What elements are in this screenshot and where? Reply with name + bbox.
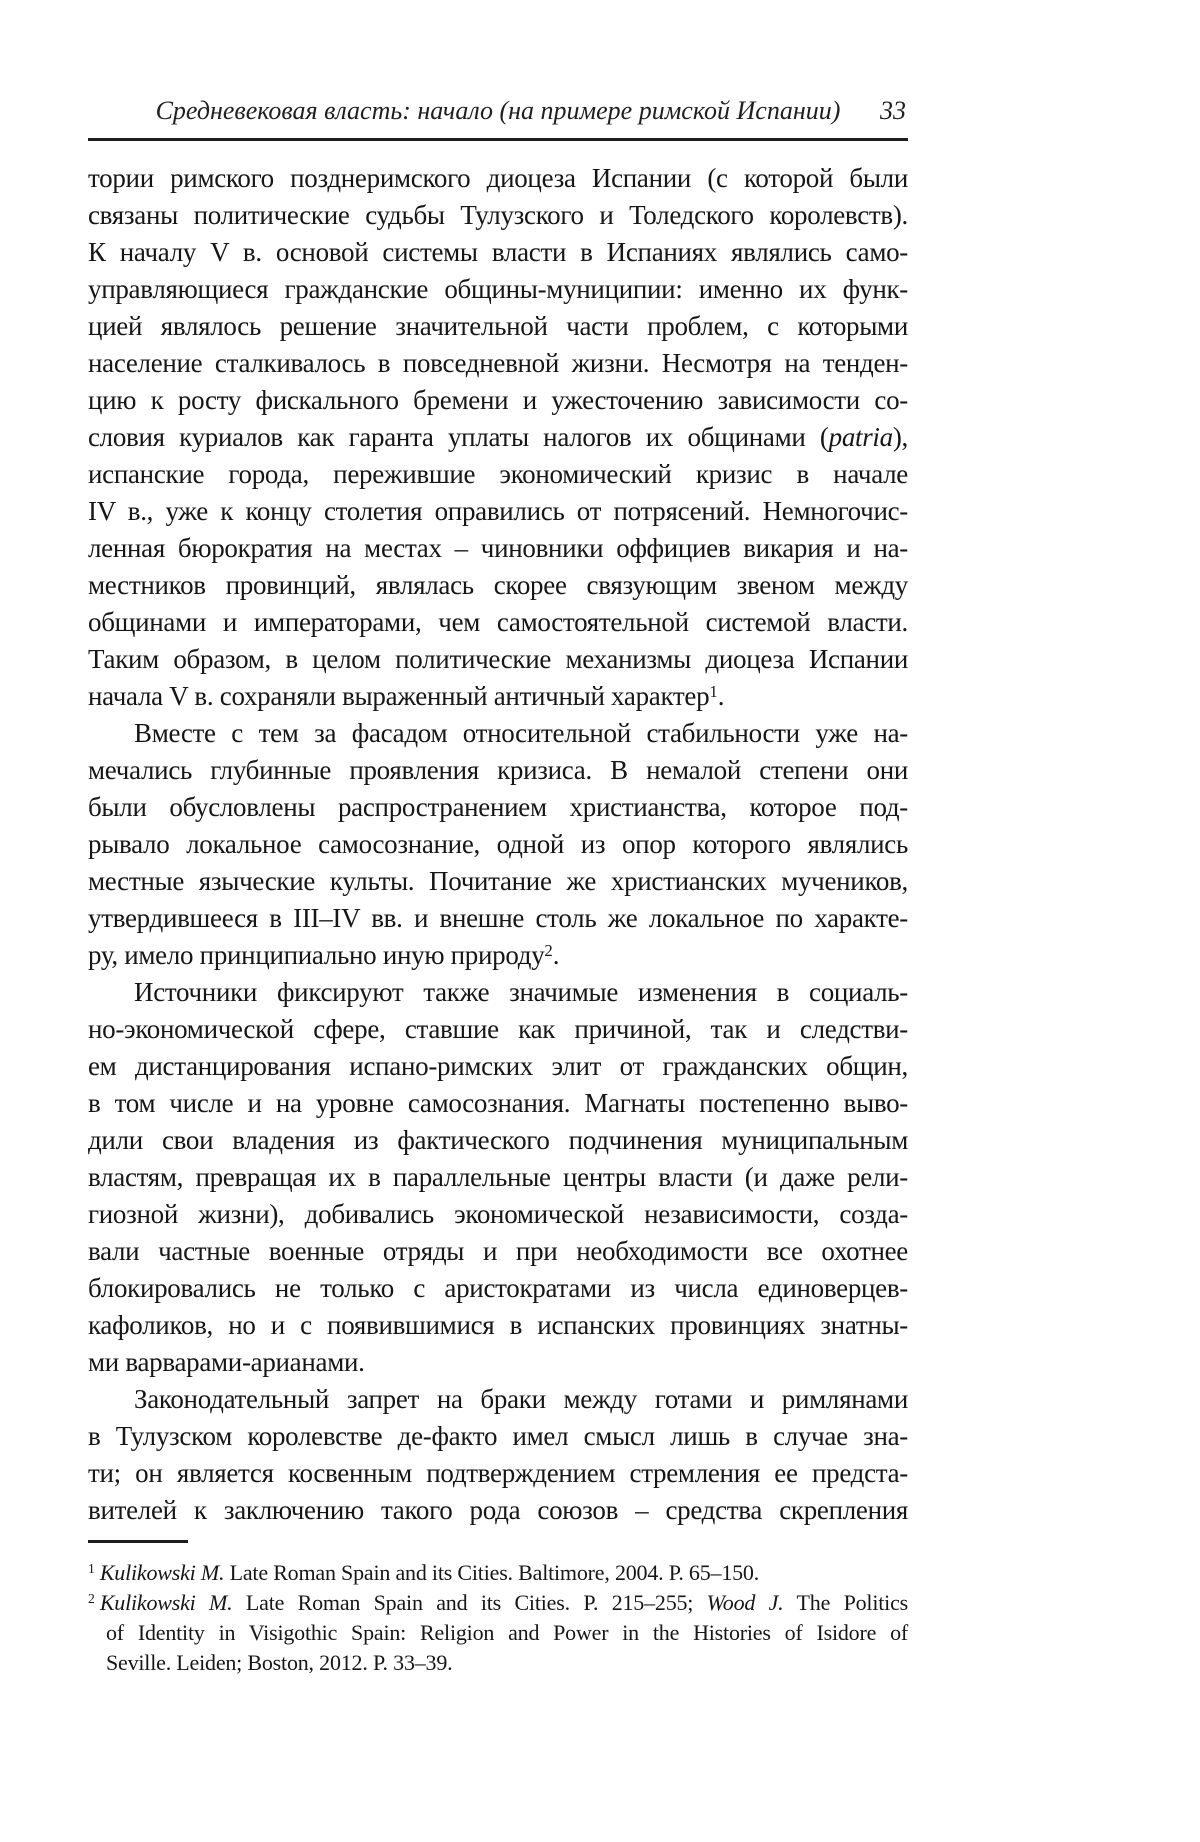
text-line	[88, 1492, 908, 1529]
header-rule	[88, 138, 908, 141]
text-segment: Вместе с тем за фасадом относительной стабильности уже на-	[134, 718, 908, 748]
body-text	[88, 160, 908, 1529]
text-segment: Законодательный запрет на браки между готами и римлянами	[134, 1384, 908, 1414]
text-line	[88, 604, 908, 641]
footnote-reference: 1	[709, 681, 718, 701]
footnote-marker: 2	[88, 1591, 95, 1607]
footnote-separator	[88, 1540, 188, 1543]
text-segment: Источники фиксируют также значимые изменения в социаль-	[134, 977, 908, 1007]
footnote-line	[106, 1618, 908, 1648]
text-line	[88, 530, 908, 567]
text-segment: .	[717, 681, 725, 711]
text-line	[88, 1455, 908, 1492]
text-line	[88, 493, 908, 530]
text-line	[88, 974, 908, 1011]
text-line	[88, 308, 908, 345]
running-header-title: Средневековая власть: начало (на примере римской Испании)	[155, 96, 841, 125]
footnote-reference: 2	[544, 940, 553, 960]
text-segment: The Politics	[783, 1590, 908, 1615]
text-line	[88, 419, 908, 456]
text-line	[88, 1011, 908, 1048]
text-segment: управляющиеся гражданские общины-муниципии: именно их функ-	[88, 274, 908, 304]
text-line	[88, 1418, 908, 1455]
text-line	[88, 715, 908, 752]
text-line	[88, 345, 908, 382]
text-segment: IV в., уже к концу столетия оправились от потрясений. Немногочис-	[88, 496, 908, 526]
text-segment: цию к росту фискального бремени и ужесточению зависимости со-	[88, 385, 908, 415]
text-segment: К началу V в. основой системы власти в Испаниях являлись само-	[88, 237, 908, 267]
text-segment: в Тулузском королевстве де-факто имел смысл лишь в случае зна-	[88, 1421, 908, 1451]
text-segment: цией являлось решение значительной части проблем, с которыми	[88, 311, 908, 341]
text-line	[88, 1196, 908, 1233]
text-segment: ленная бюрократия на местах – чиновники оффициев викария и на-	[88, 533, 908, 563]
text-line	[88, 1270, 908, 1307]
text-segment: ем дистанцирования испано-римских элит от гражданских общин,	[88, 1051, 908, 1081]
text-line	[88, 456, 908, 493]
text-line	[88, 1159, 908, 1196]
text-segment: .	[552, 940, 560, 970]
text-line	[88, 641, 908, 678]
text-line	[88, 1381, 908, 1418]
text-segment: гиозной жизни), добивались экономической независимости, созда-	[88, 1199, 908, 1229]
text-segment: Late Roman Spain and its Cities. Baltimore, 2004. P. 65–150.	[224, 1560, 760, 1585]
footnote-line	[88, 1588, 908, 1618]
text-line	[88, 197, 908, 234]
text-segment: patria	[828, 422, 893, 452]
text-segment: начала V в. сохраняли выраженный античный характер	[88, 681, 710, 711]
text-line	[88, 160, 908, 197]
text-segment: властям, превращая их в параллельные центры власти (и даже рели-	[88, 1162, 908, 1192]
text-segment: население сталкивалось в повседневной жизни. Несмотря на тенден-	[88, 348, 908, 378]
text-line	[88, 752, 908, 789]
text-line	[88, 1307, 908, 1344]
text-segment: блокировались не только с аристократами из числа единоверцев-	[88, 1273, 908, 1303]
text-segment: ми варварами-арианами.	[88, 1347, 365, 1377]
text-line	[88, 382, 908, 419]
text-segment: ру, имело принципиально иную природу	[88, 940, 545, 970]
page-number: 33	[880, 96, 906, 125]
text-segment: но-экономической сфере, ставшие как причиной, так и следстви-	[88, 1014, 908, 1044]
text-line	[88, 937, 908, 974]
text-segment: Late Roman Spain and its Cities. P. 215–255;	[232, 1590, 707, 1615]
text-line	[88, 271, 908, 308]
text-segment: связаны политические судьбы Тулузского и Толедского королевств).	[88, 200, 908, 230]
footnote	[88, 1558, 908, 1588]
text-segment: вали частные военные отряды и при необходимости все охотнее	[88, 1236, 908, 1266]
text-line	[88, 1048, 908, 1085]
text-segment: Wood J.	[706, 1590, 784, 1615]
footnote	[88, 1588, 908, 1678]
text-line	[88, 900, 908, 937]
text-line	[88, 1122, 908, 1159]
text-segment: Kulikowski M.	[99, 1560, 225, 1585]
running-header	[88, 96, 908, 126]
text-line	[88, 863, 908, 900]
text-segment: были обусловлены распространением христианства, которое под-	[88, 792, 908, 822]
text-line	[88, 826, 908, 863]
text-line	[88, 678, 908, 715]
text-segment: местные языческие культы. Почитание же христианских мучеников,	[88, 866, 908, 896]
text-segment: Таким образом, в целом политические механизмы диоцеза Испании	[88, 644, 908, 674]
text-line	[88, 567, 908, 604]
text-segment: ),	[892, 422, 908, 452]
text-segment: тории римского позднеримского диоцеза Испании (с которой были	[88, 163, 908, 193]
text-segment: общинами и императорами, чем самостоятельной системой власти.	[88, 607, 908, 637]
text-segment: ти; он является косвенным подтверждением стремления ее предста-	[88, 1458, 908, 1488]
footnote-marker: 1	[88, 1561, 95, 1577]
text-segment: вителей к заключению такого рода союзов – средства скрепления	[88, 1495, 908, 1525]
text-segment: мечались глубинные проявления кризиса. В немалой степени они	[88, 755, 908, 785]
text-segment: рывало локальное самосознание, одной из опор которого являлись	[88, 829, 908, 859]
text-line	[88, 1233, 908, 1270]
text-line	[88, 1344, 908, 1381]
text-segment: местников провинций, являлась скорее связующим звеном между	[88, 570, 908, 600]
text-segment: утвердившееся в III–IV вв. и внешне столь же локальное по характе-	[88, 903, 908, 933]
footnotes	[88, 1558, 908, 1678]
footnote-line	[106, 1648, 908, 1678]
text-segment: дили свои владения из фактического подчинения муниципальным	[88, 1125, 908, 1155]
text-segment: словия куриалов как гаранта уплаты налогов их общинами (	[88, 422, 829, 452]
text-segment: в том числе и на уровне самосознания. Магнаты постепенно выво-	[88, 1088, 908, 1118]
text-line	[88, 789, 908, 826]
text-segment: of Identity in Visigothic Spain: Religion and Power in the Histories of Isidore of	[106, 1620, 908, 1645]
footnote-line	[88, 1558, 908, 1588]
text-line	[88, 1085, 908, 1122]
text-line	[88, 234, 908, 271]
text-segment: Kulikowski M.	[99, 1590, 233, 1615]
text-segment: кафоликов, но и с появившимися в испанских провинциях знатны-	[88, 1310, 908, 1340]
text-segment: Seville. Leiden; Boston, 2012. P. 33–39.	[106, 1650, 453, 1675]
text-segment: испанские города, пережившие экономический кризис в начале	[88, 459, 908, 489]
